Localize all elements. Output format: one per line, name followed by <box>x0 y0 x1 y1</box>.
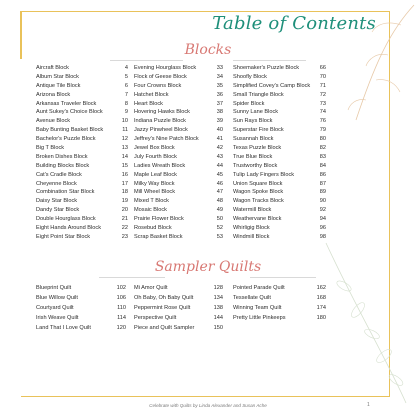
blocks-column-1 <box>36 64 128 242</box>
entry-title: Windmill Block <box>233 233 270 240</box>
toc-entry[interactable] <box>233 117 326 126</box>
toc-entry[interactable] <box>134 215 223 224</box>
entry-title: Cheyenne Block <box>36 180 77 187</box>
entry-page-number: 22 <box>121 225 128 232</box>
toc-entry[interactable] <box>134 108 223 117</box>
toc-entry[interactable] <box>36 126 128 135</box>
toc-entry[interactable] <box>233 233 326 242</box>
entry-title: Avenue Block <box>36 118 71 125</box>
page-footer: Celebrate with Quilts by Linda Alexander and Susan Ache <box>149 403 267 408</box>
entry-title: Tulip Lady Fingers Block <box>233 171 295 178</box>
entry-page-number: 174 <box>316 305 326 311</box>
entry-title: Peppermint Rose Quilt <box>134 305 191 311</box>
entry-title: Whirligig Block <box>233 225 270 232</box>
entry-page-number: 84 <box>319 162 326 169</box>
entry-title: Texas Puzzle Block <box>233 145 282 152</box>
toc-entry[interactable] <box>36 180 128 189</box>
toc-entry[interactable] <box>36 117 128 126</box>
entry-title: Daisy Star Block <box>36 198 78 205</box>
toc-entry[interactable] <box>134 206 223 215</box>
entry-page-number: 35 <box>216 82 223 89</box>
entry-title: Broken Dishes Block <box>36 153 88 160</box>
entry-title: Hatchet Block <box>134 91 169 98</box>
toc-entry[interactable] <box>36 108 128 117</box>
entry-page-number: 47 <box>216 189 223 196</box>
section-title-sampler-quilts: Sampler Quilts <box>154 259 262 275</box>
entry-title: Susannah Block <box>233 136 274 143</box>
entry-title: Small Triangle Block <box>233 91 284 98</box>
toc-entry[interactable] <box>36 283 126 293</box>
toc-entry[interactable] <box>134 283 223 293</box>
toc-entry[interactable] <box>36 73 128 82</box>
toc-entry[interactable] <box>36 162 128 171</box>
toc-entry[interactable] <box>134 153 223 162</box>
entry-page-number: 70 <box>319 73 326 80</box>
entry-title: Mi Amor Quilt <box>134 285 168 291</box>
toc-entry[interactable] <box>36 153 128 162</box>
toc-entry[interactable] <box>233 197 326 206</box>
entry-page-number: 138 <box>213 305 223 311</box>
entry-page-number: 87 <box>319 180 326 187</box>
entry-page-number: 9 <box>124 109 128 116</box>
toc-entry[interactable] <box>233 73 326 82</box>
entry-title: Tessellate Quilt <box>233 295 271 301</box>
entry-page-number: 19 <box>121 198 128 205</box>
entry-page-number: 36 <box>216 91 223 98</box>
toc-entry[interactable] <box>36 197 128 206</box>
entry-title: Watermill Block <box>233 207 272 214</box>
toc-entry[interactable] <box>233 283 326 293</box>
entry-page-number: 94 <box>319 216 326 223</box>
toc-entry[interactable] <box>233 293 326 303</box>
entry-page-number: 40 <box>216 127 223 134</box>
toc-entry[interactable] <box>233 108 326 117</box>
toc-entry[interactable] <box>36 188 128 197</box>
toc-entry[interactable] <box>36 224 128 233</box>
toc-entry[interactable] <box>233 224 326 233</box>
toc-entry[interactable] <box>134 197 223 206</box>
entry-title: Aircraft Block <box>36 65 69 71</box>
entry-page-number: 80 <box>319 136 326 143</box>
entry-title: Sun Rays Block <box>233 118 273 125</box>
toc-entry[interactable] <box>134 162 223 171</box>
toc-entry[interactable] <box>233 188 326 197</box>
sampler-column-3 <box>233 283 326 323</box>
entry-title: Spider Block <box>233 100 265 107</box>
entry-page-number: 52 <box>216 225 223 232</box>
entry-title: Flock of Geese Block <box>134 73 187 80</box>
entry-page-number: 128 <box>213 285 223 291</box>
entry-page-number: 79 <box>319 127 326 134</box>
entry-title: Building Blocks Block <box>36 162 90 169</box>
entry-page-number: 48 <box>216 198 223 205</box>
entry-page-number: 43 <box>216 153 223 160</box>
entry-page-number: 34 <box>216 73 223 80</box>
entry-title: Milky Way Block <box>134 180 175 187</box>
toc-entry[interactable] <box>134 233 223 242</box>
entry-title: Land That I Love Quilt <box>36 325 91 331</box>
entry-page-number: 76 <box>319 118 326 125</box>
toc-entry[interactable] <box>134 293 223 303</box>
entry-page-number: 44 <box>216 162 223 169</box>
toc-entry[interactable] <box>134 188 223 197</box>
entry-title: Union Square Block <box>233 180 283 187</box>
entry-title: Shoofly Block <box>233 73 267 80</box>
entry-page-number: 49 <box>216 207 223 214</box>
toc-entry[interactable] <box>134 144 223 153</box>
entry-title: Piece and Quilt Sampler <box>134 325 195 331</box>
entry-page-number: 168 <box>316 295 326 301</box>
entry-title: Combination Star Block <box>36 189 95 196</box>
toc-entry[interactable] <box>36 144 128 153</box>
entry-page-number: 21 <box>121 216 128 223</box>
entry-title: Indiana Puzzle Block <box>134 118 186 125</box>
toc-entry[interactable] <box>134 224 223 233</box>
entry-page-number: 120 <box>116 325 126 331</box>
entry-page-number: 82 <box>319 145 326 152</box>
entry-page-number: 6 <box>124 82 128 89</box>
toc-entry[interactable] <box>134 73 223 82</box>
entry-title: Aunt Sukey's Choice Block <box>36 109 103 116</box>
entry-title: Eight Point Star Block <box>36 233 91 240</box>
entry-page-number: 4 <box>124 65 128 71</box>
entry-title: Courtyard Quilt <box>36 305 74 311</box>
entry-title: Heart Block <box>134 100 163 107</box>
entry-page-number: 41 <box>216 136 223 143</box>
entry-title: Winning Team Quilt <box>233 305 282 311</box>
entry-title: Baby Bunting Basket Block <box>36 127 104 134</box>
entry-page-number: 37 <box>216 100 223 107</box>
entry-page-number: 89 <box>319 189 326 196</box>
entry-title: Trustworthy Block <box>233 162 278 169</box>
page-number: 1 <box>367 402 370 408</box>
entry-page-number: 16 <box>121 171 128 178</box>
toc-entry[interactable] <box>36 215 128 224</box>
toc-entry[interactable] <box>134 64 223 73</box>
toc-entry[interactable] <box>36 313 126 323</box>
toc-entry[interactable] <box>36 293 126 303</box>
entry-page-number: 114 <box>117 315 126 321</box>
entry-page-number: 11 <box>122 127 128 134</box>
entry-title: Big T Block <box>36 145 65 152</box>
entry-title: Wagon Spoke Block <box>233 189 284 196</box>
entry-page-number: 5 <box>124 73 128 80</box>
toc-entry[interactable] <box>36 171 128 180</box>
entry-title: True Blue Block <box>233 153 273 160</box>
toc-entry[interactable] <box>233 171 326 180</box>
entry-page-number: 7 <box>124 91 128 98</box>
toc-entry[interactable] <box>233 135 326 144</box>
entry-title: Mill Wheel Block <box>134 189 176 196</box>
entry-title: Antique Tile Block <box>36 82 81 89</box>
entry-page-number: 53 <box>216 233 223 240</box>
entry-page-number: 90 <box>319 198 326 205</box>
entry-page-number: 8 <box>124 100 128 107</box>
entry-title: Rosebud Block <box>134 225 172 232</box>
toc-entry[interactable] <box>36 82 128 91</box>
toc-entry[interactable] <box>233 180 326 189</box>
entry-page-number: 17 <box>121 180 128 187</box>
entry-title: Scrap Basket Block <box>134 233 183 240</box>
entry-page-number: 45 <box>216 171 223 178</box>
sampler-divider <box>99 277 165 278</box>
entry-title: Maple Leaf Block <box>134 171 177 178</box>
entry-page-number: 102 <box>116 285 126 291</box>
entry-title: Cat's Cradle Block <box>36 171 82 178</box>
toc-entry[interactable] <box>134 180 223 189</box>
toc-entry[interactable] <box>36 100 128 109</box>
toc-entry[interactable] <box>36 64 128 73</box>
blocks-divider <box>110 60 183 61</box>
entry-page-number: 12 <box>121 136 128 143</box>
entry-page-number: 98 <box>319 233 326 240</box>
entry-page-number: 23 <box>121 233 128 240</box>
toc-entry[interactable] <box>233 215 326 224</box>
entry-title: Eight Hands Around Block <box>36 225 101 232</box>
toc-entry[interactable] <box>233 162 326 171</box>
entry-title: Four Crowns Block <box>134 82 182 89</box>
entry-page-number: 73 <box>319 100 326 107</box>
toc-entry[interactable] <box>134 313 223 323</box>
entry-page-number: 110 <box>117 305 126 311</box>
entry-title: Simplified Covey's Camp Block <box>233 82 311 89</box>
toc-entry[interactable] <box>134 91 223 100</box>
entry-title: Mixed T Block <box>134 198 169 205</box>
entry-page-number: 10 <box>121 118 128 125</box>
sampler-column-2 <box>134 283 223 333</box>
entry-page-number: 42 <box>216 145 223 152</box>
entry-page-number: 66 <box>319 65 326 71</box>
toc-entry[interactable] <box>36 303 126 313</box>
entry-title: Double Hourglass Block <box>36 216 96 223</box>
entry-title: Arkansas Traveler Block <box>36 100 97 107</box>
entry-title: Weathervane Block <box>233 216 282 223</box>
entry-page-number: 71 <box>319 82 326 89</box>
entry-page-number: 86 <box>319 171 326 178</box>
entry-title: Oh Baby, Oh Baby Quilt <box>134 295 194 301</box>
sampler-column-1 <box>36 283 126 333</box>
entry-title: Shoemaker's Puzzle Block <box>233 65 300 71</box>
toc-entry[interactable] <box>233 313 326 323</box>
blocks-divider <box>233 60 306 61</box>
toc-entry[interactable] <box>36 135 128 144</box>
entry-page-number: 14 <box>121 153 128 160</box>
entry-page-number: 38 <box>216 109 223 116</box>
toc-entry[interactable] <box>233 144 326 153</box>
entry-page-number: 39 <box>216 118 223 125</box>
entry-title: Jeffrey's Nine Patch Block <box>134 136 199 143</box>
entry-page-number: 92 <box>319 207 326 214</box>
entry-page-number: 46 <box>216 180 223 187</box>
toc-entry[interactable] <box>233 91 326 100</box>
entry-page-number: 134 <box>213 295 223 301</box>
entry-title: Mosaic Block <box>134 207 167 214</box>
toc-entry[interactable] <box>36 323 126 333</box>
entry-page-number: 96 <box>319 225 326 232</box>
section-title-blocks: Blocks <box>184 42 232 58</box>
entry-title: Pointed Parade Quilt <box>233 285 285 291</box>
toc-entry[interactable] <box>134 82 223 91</box>
entry-title: Pretty Little Pinkeeps <box>233 315 286 321</box>
entry-page-number: 50 <box>216 216 223 223</box>
toc-entry[interactable] <box>233 206 326 215</box>
toc-entry[interactable] <box>233 100 326 109</box>
page-title: Table of Contents <box>212 13 376 34</box>
blocks-column-3 <box>233 64 326 242</box>
toc-entry[interactable] <box>36 91 128 100</box>
entry-page-number: 83 <box>319 153 326 160</box>
entry-title: Album Star Block <box>36 73 79 80</box>
entry-page-number: 33 <box>216 65 223 71</box>
toc-entry[interactable] <box>233 153 326 162</box>
entry-title: Jazzy Pinwheel Block <box>134 127 188 134</box>
entry-title: Perspective Quilt <box>134 315 177 321</box>
entry-page-number: 15 <box>121 162 128 169</box>
toc-entry[interactable] <box>233 126 326 135</box>
entry-title: Superstar Fire Block <box>233 127 284 134</box>
entry-page-number: 162 <box>316 285 326 291</box>
sampler-divider <box>250 277 316 278</box>
toc-entry[interactable] <box>134 135 223 144</box>
toc-entry[interactable] <box>134 100 223 109</box>
toc-entry[interactable] <box>134 303 223 313</box>
toc-entry[interactable] <box>134 126 223 135</box>
entry-title: Blue Willow Quilt <box>36 295 78 301</box>
toc-entry[interactable] <box>134 323 223 333</box>
entry-page-number: 106 <box>116 295 126 301</box>
blocks-column-2 <box>134 64 223 242</box>
entry-page-number: 150 <box>213 325 223 331</box>
toc-entry[interactable] <box>134 171 223 180</box>
entry-title: Irish Weave Quilt <box>36 315 79 321</box>
toc-entry[interactable] <box>233 82 326 91</box>
entry-title: Sunny Lane Block <box>233 109 279 116</box>
entry-page-number: 72 <box>319 91 326 98</box>
entry-title: July Fourth Block <box>134 153 177 160</box>
entry-page-number: 20 <box>121 207 128 214</box>
entry-page-number: 74 <box>319 109 326 116</box>
entry-page-number: 18 <box>121 189 128 196</box>
entry-title: Arizona Block <box>36 91 71 98</box>
entry-page-number: 13 <box>121 145 128 152</box>
toc-entry[interactable] <box>233 64 326 73</box>
entry-title: Hovering Hawks Block <box>134 109 190 116</box>
entry-title: Evening Hourglass Block <box>134 65 197 71</box>
entry-title: Dandy Star Block <box>36 207 80 214</box>
entry-title: Prairie Flower Block <box>134 216 184 223</box>
entry-title: Wagon Tracks Block <box>233 198 284 205</box>
entry-page-number: 144 <box>213 315 223 321</box>
entry-page-number: 180 <box>316 315 326 321</box>
entry-title: Blueprint Quilt <box>36 285 72 291</box>
entry-title: Jewel Box Block <box>134 145 175 152</box>
toc-entry[interactable] <box>233 303 326 313</box>
entry-title: Bachelor's Puzzle Block <box>36 136 96 143</box>
toc-entry[interactable] <box>36 206 128 215</box>
toc-entry[interactable] <box>134 117 223 126</box>
toc-entry[interactable] <box>36 233 128 242</box>
entry-title: Ladies Wreath Block <box>134 162 186 169</box>
